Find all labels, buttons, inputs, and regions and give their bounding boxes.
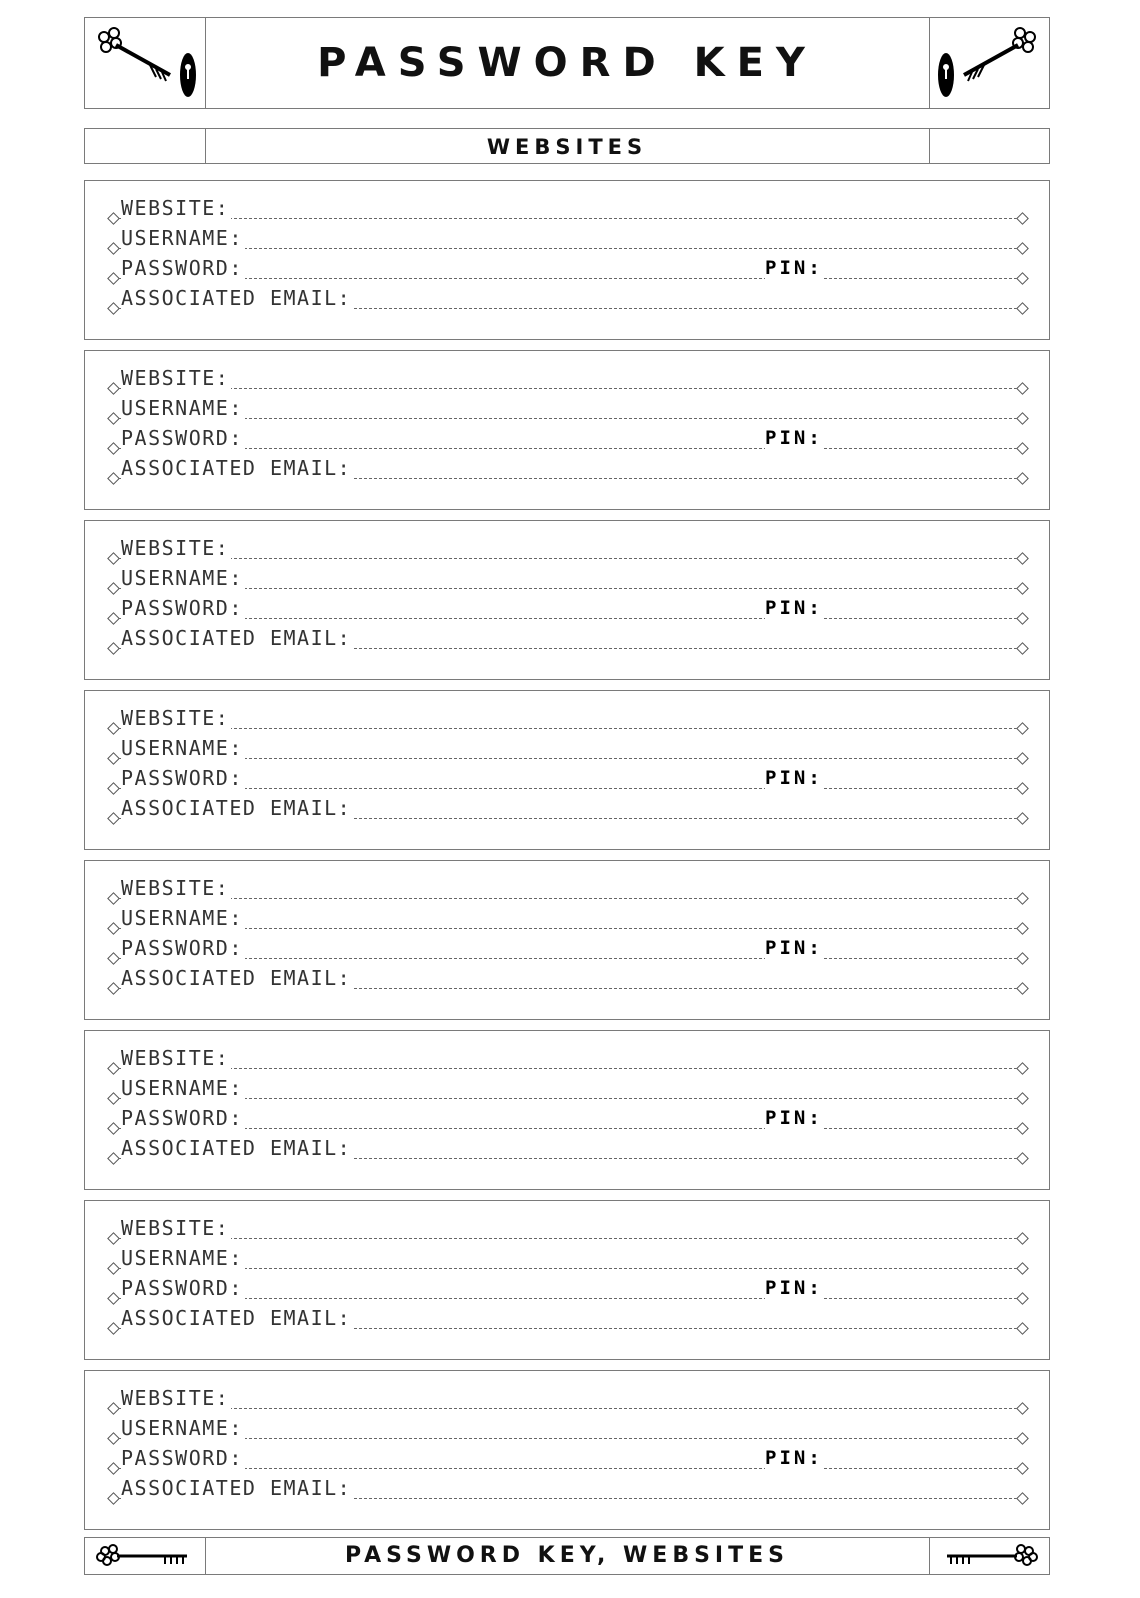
username-label: USERNAME: [121, 396, 243, 420]
footer-title: PASSWORD KEY, WEBSITES [344, 1543, 790, 1568]
entry-line[interactable] [109, 554, 1027, 564]
password-label: PASSWORD: [121, 1446, 243, 1470]
associated-email-label: ASSOCIATED EMAIL: [121, 456, 352, 480]
entry-line[interactable] [109, 584, 1027, 594]
footer-box [84, 1537, 1050, 1575]
username-label: USERNAME: [121, 566, 243, 590]
entry-line[interactable] [109, 244, 1027, 254]
credential-entry [84, 860, 1050, 1020]
entry-line[interactable] [109, 384, 1027, 394]
entry-line[interactable] [109, 924, 1027, 934]
credential-entry [84, 350, 1050, 510]
pin-label: PIN: [765, 937, 823, 959]
entry-line[interactable] [109, 1434, 1027, 1444]
credential-entry [84, 180, 1050, 340]
username-label: USERNAME: [121, 736, 243, 760]
entry-line[interactable] [109, 894, 1027, 904]
pin-label: PIN: [765, 1107, 823, 1129]
entry-line[interactable] [109, 754, 1027, 764]
associated-email-label: ASSOCIATED EMAIL: [121, 1136, 352, 1160]
password-label: PASSWORD: [121, 766, 243, 790]
credential-entry [84, 690, 1050, 850]
password-label: PASSWORD: [121, 1106, 243, 1130]
website-label: WEBSITE: [121, 876, 230, 900]
pin-label: PIN: [765, 1447, 823, 1469]
pin-label: PIN: [765, 427, 823, 449]
website-label: WEBSITE: [121, 196, 230, 220]
associated-email-label: ASSOCIATED EMAIL: [121, 1306, 352, 1330]
password-label: PASSWORD: [121, 426, 243, 450]
section-title: WEBSITES [486, 135, 648, 159]
entry-line[interactable] [109, 1464, 1027, 1474]
pin-label: PIN: [765, 257, 823, 279]
associated-email-label: ASSOCIATED EMAIL: [121, 626, 352, 650]
website-label: WEBSITE: [121, 536, 230, 560]
key-icon [929, 1538, 1049, 1574]
website-label: WEBSITE: [121, 1046, 230, 1070]
website-label: WEBSITE: [121, 1216, 230, 1240]
website-label: WEBSITE: [121, 366, 230, 390]
associated-email-label: ASSOCIATED EMAIL: [121, 796, 352, 820]
password-label: PASSWORD: [121, 596, 243, 620]
entry-line[interactable] [109, 214, 1027, 224]
username-label: USERNAME: [121, 1416, 243, 1440]
section-header [84, 128, 1050, 164]
associated-email-label: ASSOCIATED EMAIL: [121, 1476, 352, 1500]
entry-line[interactable] [109, 414, 1027, 424]
header-box [84, 17, 1050, 109]
entry-line[interactable] [109, 444, 1027, 454]
entry-line[interactable] [109, 614, 1027, 624]
page-title: PASSWORD KEY [317, 40, 817, 86]
pin-label: PIN: [765, 767, 823, 789]
credential-entry [84, 520, 1050, 680]
skeleton-key-keyhole-icon [929, 18, 1049, 108]
pin-label: PIN: [765, 597, 823, 619]
entry-line[interactable] [109, 1404, 1027, 1414]
associated-email-label: ASSOCIATED EMAIL: [121, 966, 352, 990]
entry-line[interactable] [109, 1264, 1027, 1274]
username-label: USERNAME: [121, 906, 243, 930]
credential-entry [84, 1370, 1050, 1530]
entry-line[interactable] [109, 954, 1027, 964]
username-label: USERNAME: [121, 226, 243, 250]
entry-line[interactable] [109, 724, 1027, 734]
pin-label: PIN: [765, 1277, 823, 1299]
username-label: USERNAME: [121, 1246, 243, 1270]
website-label: WEBSITE: [121, 1386, 230, 1410]
credential-entry [84, 1200, 1050, 1360]
entry-line[interactable] [109, 1294, 1027, 1304]
entry-line[interactable] [109, 784, 1027, 794]
associated-email-label: ASSOCIATED EMAIL: [121, 286, 352, 310]
password-label: PASSWORD: [121, 256, 243, 280]
entry-line[interactable] [109, 274, 1027, 284]
entry-line[interactable] [109, 1234, 1027, 1244]
website-label: WEBSITE: [121, 706, 230, 730]
password-label: PASSWORD: [121, 1276, 243, 1300]
username-label: USERNAME: [121, 1076, 243, 1100]
credential-entry [84, 1030, 1050, 1190]
entry-line[interactable] [109, 1124, 1027, 1134]
entry-line[interactable] [109, 1094, 1027, 1104]
password-label: PASSWORD: [121, 936, 243, 960]
entry-line[interactable] [109, 1064, 1027, 1074]
